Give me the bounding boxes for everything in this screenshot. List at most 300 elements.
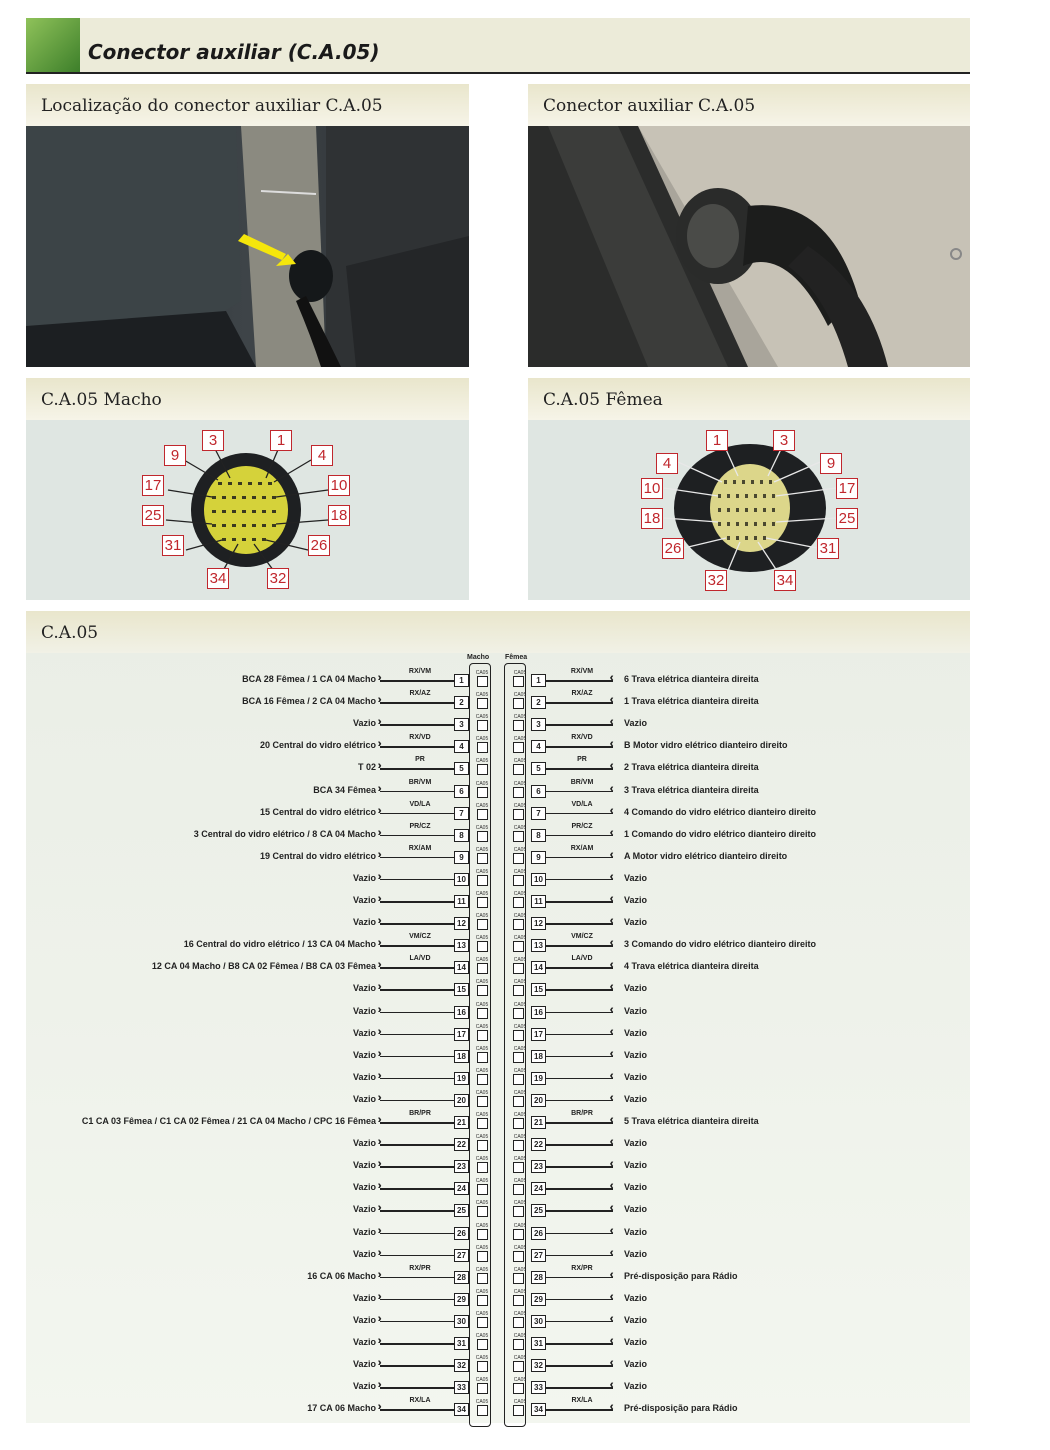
femea-pin-number: 27 (531, 1249, 546, 1262)
femea-terminal-icon (513, 1096, 524, 1107)
femea-terminal-icon (513, 1317, 524, 1328)
wire-line (545, 923, 613, 925)
femea-connector-tag: CA05 (513, 913, 527, 920)
pin-label: 10 (328, 475, 350, 496)
connector-panel-title: Conector auxiliar C.A.05 (543, 96, 756, 116)
femea-column-label: Fêmea (505, 654, 528, 661)
right-destination: 1 Trava elétrica dianteira direita (624, 696, 759, 707)
macho-terminal-icon (477, 1118, 488, 1129)
macho-pin-number: 20 (454, 1094, 469, 1107)
femea-terminal-icon (513, 853, 524, 864)
macho-connector-tag: CA05 (475, 714, 489, 721)
femea-pin-number: 21 (531, 1116, 546, 1129)
wire-line (380, 1321, 456, 1323)
femea-connector-tag: CA05 (513, 736, 527, 743)
macho-pin-number: 6 (454, 785, 469, 798)
femea-connector-tag: CA05 (513, 957, 527, 964)
left-wire-color: VM/CZ (409, 933, 431, 941)
femea-connector-tag: CA05 (513, 670, 527, 676)
pin-label: 18 (328, 505, 350, 526)
right-destination: Vazio (624, 1027, 648, 1038)
femea-pin-number: 5 (531, 762, 546, 775)
table-row (26, 956, 970, 978)
left-wire-color: RX/AM (408, 844, 432, 852)
right-destination: Vazio (624, 1359, 648, 1370)
macho-terminal-icon (477, 831, 488, 842)
wire-line (380, 879, 456, 881)
femea-terminal-icon (513, 1008, 524, 1019)
macho-pin-number: 4 (454, 740, 469, 753)
macho-terminal-icon (477, 1229, 488, 1240)
diagram-title: C.A.05 (41, 623, 99, 643)
left-destination: 19 Central do vidro elétrico (259, 850, 376, 861)
wire-line (380, 702, 456, 704)
right-destination: Vazio (624, 1049, 648, 1060)
left-destination: Vazio (352, 1292, 376, 1303)
wire-line (380, 1210, 456, 1212)
femea-terminal-icon (513, 787, 524, 798)
pin-label: 26 (662, 538, 684, 559)
femea-terminal-icon (513, 1229, 524, 1240)
macho-terminal-icon (477, 1206, 488, 1217)
femea-connector-tag: CA05 (513, 1156, 527, 1163)
wire-line (545, 1166, 613, 1168)
macho-pin-number: 8 (454, 829, 469, 842)
macho-connector-tag: CA05 (475, 780, 489, 787)
femea-terminal-icon (513, 985, 524, 996)
macho-terminal-icon (477, 742, 488, 753)
wire-line (380, 724, 456, 726)
right-destination: A Motor vidro elétrico dianteiro direito (624, 850, 788, 861)
right-destination: 2 Trava elétrica dianteira direita (624, 762, 759, 773)
right-wire-color: RX/AM (570, 844, 594, 852)
right-destination: Vazio (624, 1093, 648, 1104)
table-row (26, 1332, 970, 1354)
right-destination: Vazio (624, 1314, 648, 1325)
femea-terminal-icon (513, 1383, 524, 1394)
macho-connector-tag: CA05 (475, 957, 489, 964)
femea-pin-number: 2 (531, 696, 546, 709)
macho-connector-tag: CA05 (475, 1067, 489, 1074)
femea-pin-number: 23 (531, 1160, 546, 1173)
macho-connector-image (26, 420, 469, 600)
wire-line (545, 1012, 613, 1014)
femea-connector-tag: CA05 (513, 780, 527, 787)
macho-terminal-icon (477, 1140, 488, 1151)
femea-connector-tag: CA05 (513, 1178, 527, 1185)
table-row (26, 1288, 970, 1310)
right-destination: Vazio (624, 1071, 648, 1082)
wire-line (545, 724, 613, 726)
femea-terminal-icon (513, 809, 524, 820)
macho-pin-number: 25 (454, 1204, 469, 1217)
macho-pin-number: 34 (454, 1403, 469, 1416)
right-destination: Vazio (624, 1248, 648, 1259)
right-destination: Vazio (624, 718, 648, 729)
left-destination: C1 CA 03 Fêmea / C1 CA 02 Fêmea / 21 CA 04 Macho / CPC 16 Fêmea (81, 1116, 376, 1126)
femea-terminal-icon (513, 1405, 524, 1416)
right-destination: 6 Trava elétrica dianteira direita (624, 674, 759, 684)
right-destination: Vazio (624, 1138, 648, 1149)
wire-line (380, 1012, 456, 1014)
femea-panel-title: C.A.05 Fêmea (543, 390, 663, 410)
right-destination: Vazio (624, 872, 648, 883)
macho-terminal-icon (477, 809, 488, 820)
left-destination: 15 Central do vidro elétrico (259, 806, 376, 817)
macho-terminal-icon (477, 875, 488, 886)
macho-connector-tag: CA05 (475, 670, 489, 676)
wire-line (380, 923, 456, 925)
wire-line (380, 945, 456, 947)
table-row (26, 735, 970, 757)
table-row (26, 912, 970, 934)
macho-terminal-icon (477, 1273, 488, 1284)
right-wire-color: BR/PR (571, 1110, 593, 1117)
pin-label: 32 (705, 570, 727, 591)
wire-line (380, 1122, 456, 1124)
macho-connector-tag: CA05 (475, 1288, 489, 1295)
wire-line (545, 1321, 613, 1323)
right-destination: 5 Trava elétrica dianteira direita (624, 1116, 759, 1126)
wire-line (545, 1387, 613, 1389)
left-destination: 20 Central do vidro elétrico (259, 740, 376, 751)
macho-terminal-icon (477, 1383, 488, 1394)
femea-connector-tag: CA05 (513, 1001, 527, 1008)
macho-terminal-icon (477, 941, 488, 952)
wire-line (545, 1255, 613, 1257)
pin-label: 26 (308, 535, 330, 556)
macho-connector-tag: CA05 (475, 913, 489, 920)
right-destination: 3 Trava elétrica dianteira direita (624, 784, 759, 795)
femea-terminal-icon (513, 1162, 524, 1173)
macho-terminal-icon (477, 1361, 488, 1372)
femea-connector-tag: CA05 (513, 1222, 527, 1229)
femea-terminal-icon (513, 1052, 524, 1063)
table-row (26, 1177, 970, 1199)
wire-line (380, 1078, 456, 1080)
right-destination: Vazio (624, 1160, 648, 1171)
wire-line (545, 791, 613, 793)
femea-connector-tag: CA05 (513, 1288, 527, 1295)
table-row (26, 1089, 970, 1111)
femea-pin-number: 34 (531, 1403, 546, 1416)
femea-pin-number: 1 (531, 674, 546, 687)
macho-pin-number: 3 (454, 718, 469, 731)
right-destination: Vazio (624, 1337, 648, 1347)
wire-line (380, 1233, 456, 1235)
macho-pin-number: 22 (454, 1138, 469, 1151)
wire-line (545, 1034, 613, 1036)
femea-pin-number: 28 (531, 1271, 546, 1284)
left-destination: Vazio (352, 895, 376, 905)
macho-terminal-icon (477, 853, 488, 864)
left-wire-color: BR/PR (409, 1110, 431, 1117)
macho-terminal-icon (477, 1030, 488, 1041)
macho-connector-tag: CA05 (475, 1178, 489, 1185)
macho-pin-number: 10 (454, 873, 469, 886)
femea-connector-tag: CA05 (513, 1266, 527, 1273)
femea-terminal-icon (513, 1118, 524, 1129)
macho-terminal-icon (477, 698, 488, 709)
table-row (26, 868, 970, 890)
wire-line (380, 1100, 456, 1102)
femea-pin-number: 20 (531, 1094, 546, 1107)
table-row (26, 1111, 970, 1133)
macho-connector-tag: CA05 (475, 1089, 489, 1096)
wire-line (380, 901, 456, 903)
femea-terminal-icon (513, 875, 524, 886)
left-wire-color: BR/VM (408, 778, 432, 786)
wire-line (380, 1299, 456, 1301)
wire-line (380, 746, 456, 748)
wire-line (545, 1343, 613, 1345)
femea-pin-number: 8 (531, 829, 546, 842)
femea-connector-tag: CA05 (513, 1310, 527, 1317)
femea-terminal-icon (513, 1074, 524, 1085)
right-wire-color: VD/LA (571, 800, 593, 808)
femea-connector-tag: CA05 (513, 868, 527, 875)
left-destination: BCA 16 Fêmea / 2 CA 04 Macho (242, 696, 376, 707)
wire-line (545, 1277, 613, 1279)
connector-photo (528, 126, 970, 367)
table-row (26, 1045, 970, 1067)
table-row (26, 978, 970, 1000)
macho-pin-number: 2 (454, 696, 469, 709)
macho-terminal-icon (477, 897, 488, 908)
macho-pin-number: 27 (454, 1249, 469, 1262)
left-destination: Vazio (352, 1248, 376, 1259)
femea-pin-number: 6 (531, 785, 546, 798)
macho-connector-tag: CA05 (475, 1112, 489, 1118)
left-destination: 12 CA 04 Macho / B8 CA 02 Fêmea / B8 CA 03 Fêmea (151, 961, 376, 972)
macho-column-label: Macho (467, 654, 490, 661)
macho-pin-number: 15 (454, 983, 469, 996)
macho-terminal-icon (477, 1162, 488, 1173)
femea-connector-tag: CA05 (513, 979, 527, 986)
wire-line (545, 1078, 613, 1080)
right-wire-color: RX/VD (571, 734, 593, 742)
femea-terminal-icon (513, 831, 524, 842)
macho-connector-tag: CA05 (475, 692, 489, 699)
table-row (26, 1354, 970, 1376)
femea-terminal-icon (513, 1361, 524, 1372)
wire-line (380, 1144, 456, 1146)
pin-label: 4 (656, 453, 678, 474)
macho-pin-number: 11 (454, 895, 469, 908)
wire-line (380, 1056, 456, 1058)
left-destination: 17 CA 06 Macho (307, 1403, 376, 1414)
macho-pin-number: 31 (454, 1337, 469, 1350)
wire-line (380, 1166, 456, 1168)
femea-terminal-icon (513, 1140, 524, 1151)
femea-connector-image (528, 420, 970, 600)
table-row (26, 780, 970, 802)
left-wire-color: RX/PR (409, 1264, 431, 1272)
femea-connector-tag: CA05 (513, 891, 527, 897)
right-wire-color: PR/CZ (571, 822, 593, 830)
femea-pin-number: 13 (531, 939, 546, 952)
table-row (26, 802, 970, 824)
page-header (26, 18, 970, 74)
left-destination: 16 CA 06 Macho (307, 1270, 376, 1281)
femea-terminal-icon (513, 742, 524, 753)
macho-connector-tag: CA05 (475, 736, 489, 743)
table-row (26, 713, 970, 735)
macho-terminal-icon (477, 720, 488, 731)
femea-connector-tag: CA05 (513, 1244, 527, 1251)
femea-connector-tag: CA05 (513, 935, 527, 942)
left-destination: Vazio (352, 1027, 376, 1038)
macho-pin-number: 1 (454, 674, 469, 687)
left-wire-color: PR/CZ (409, 822, 431, 830)
table-row (26, 1199, 970, 1221)
femea-terminal-icon (513, 1184, 524, 1195)
page-title: Conector auxiliar (C.A.05) (88, 40, 380, 64)
femea-connector-tag: CA05 (513, 758, 527, 765)
macho-connector-tag: CA05 (475, 1310, 489, 1317)
femea-pin-number: 18 (531, 1050, 546, 1063)
macho-pin-number: 16 (454, 1006, 469, 1019)
wire-line (380, 835, 456, 837)
femea-pin-number: 9 (531, 851, 546, 864)
macho-connector-tag: CA05 (475, 1200, 489, 1207)
femea-connector-tag: CA05 (513, 824, 527, 831)
femea-pin-number: 16 (531, 1006, 546, 1019)
left-destination: Vazio (352, 1182, 376, 1193)
macho-terminal-icon (477, 919, 488, 930)
macho-panel (26, 378, 469, 600)
right-destination: 4 Trava elétrica dianteira direita (624, 961, 759, 972)
left-wire-color: RX/VM (408, 668, 432, 675)
macho-pin-number: 29 (454, 1293, 469, 1306)
femea-terminal-icon (513, 1295, 524, 1306)
wire-line (380, 768, 456, 770)
wire-line (380, 680, 456, 682)
femea-terminal-icon (513, 1251, 524, 1262)
macho-pin-number: 12 (454, 917, 469, 930)
left-wire-color: PR (415, 756, 425, 764)
macho-connector-tag: CA05 (475, 1023, 489, 1030)
right-destination: Vazio (624, 1005, 648, 1016)
macho-terminal-icon (477, 1295, 488, 1306)
wire-line (545, 768, 613, 770)
macho-terminal-icon (477, 1339, 488, 1350)
left-destination: Vazio (352, 1359, 376, 1370)
left-wire-color: VD/LA (409, 800, 431, 808)
femea-pin-number: 31 (531, 1337, 546, 1350)
macho-connector-tag: CA05 (475, 979, 489, 986)
macho-pin-number: 24 (454, 1182, 469, 1195)
left-destination: Vazio (352, 1093, 376, 1104)
macho-pin-number: 30 (454, 1315, 469, 1328)
table-row (26, 1155, 970, 1177)
pin-label: 10 (641, 478, 663, 499)
macho-panel-title: C.A.05 Macho (41, 390, 162, 410)
macho-connector-tag: CA05 (475, 846, 489, 853)
femea-connector-tag: CA05 (513, 692, 527, 699)
left-destination: Vazio (352, 1049, 376, 1060)
wire-line (380, 857, 456, 859)
femea-connector-tag: CA05 (513, 714, 527, 721)
wire-line (545, 967, 613, 969)
femea-terminal-icon (513, 1206, 524, 1217)
femea-connector-tag: CA05 (513, 1355, 527, 1362)
femea-connector-tag: CA05 (513, 1200, 527, 1207)
right-destination: Vazio (624, 983, 648, 994)
left-wire-color: RX/VD (409, 734, 431, 742)
right-wire-color: VM/CZ (571, 933, 593, 941)
femea-pin-number: 17 (531, 1028, 546, 1041)
femea-pin-number: 19 (531, 1072, 546, 1085)
pin-label: 18 (641, 508, 663, 529)
right-destination: Vazio (624, 1292, 648, 1303)
macho-connector-tag: CA05 (475, 1222, 489, 1229)
femea-connector-tag: CA05 (513, 1089, 527, 1096)
macho-connector-tag: CA05 (475, 1156, 489, 1163)
femea-connector-tag: CA05 (513, 1377, 527, 1384)
right-destination: B Motor vidro elétrico dianteiro direito (624, 740, 788, 751)
location-panel-title: Localização do conector auxiliar C.A.05 (41, 96, 383, 116)
right-destination: 1 Comando do vidro elétrico dianteiro direito (624, 828, 817, 839)
macho-connector-tag: CA05 (475, 891, 489, 897)
pin-label: 31 (162, 535, 184, 556)
table-row (26, 1310, 970, 1332)
macho-connector-tag: CA05 (475, 1266, 489, 1273)
pin-label: 3 (202, 430, 224, 451)
left-destination: Vazio (352, 1204, 376, 1215)
femea-terminal-icon (513, 1273, 524, 1284)
macho-terminal-icon (477, 1096, 488, 1107)
macho-connector-tag: CA05 (475, 1134, 489, 1141)
femea-pin-number: 3 (531, 718, 546, 731)
wire-line (545, 746, 613, 748)
macho-pin-number: 17 (454, 1028, 469, 1041)
femea-terminal-icon (513, 1030, 524, 1041)
right-destination: Pré-disposição para Rádio (624, 1270, 738, 1281)
femea-pin-number: 25 (531, 1204, 546, 1217)
table-row (26, 846, 970, 868)
macho-terminal-icon (477, 1251, 488, 1262)
pin-label: 17 (142, 475, 164, 496)
table-row (26, 1244, 970, 1266)
pin-label: 25 (142, 505, 164, 526)
macho-connector-tag: CA05 (475, 1001, 489, 1008)
wire-line (380, 791, 456, 793)
femea-terminal-icon (513, 1339, 524, 1350)
left-destination: Vazio (352, 983, 376, 994)
femea-terminal-icon (513, 698, 524, 709)
femea-pin-number: 33 (531, 1381, 546, 1394)
pin-label: 32 (267, 568, 289, 589)
wire-line (380, 813, 456, 815)
femea-pin-number: 15 (531, 983, 546, 996)
table-row (26, 890, 970, 912)
femea-connector-tag: CA05 (513, 846, 527, 853)
left-destination: Vazio (352, 872, 376, 883)
left-destination: Vazio (352, 1337, 376, 1347)
table-row (26, 1376, 970, 1398)
macho-connector-tag: CA05 (475, 1399, 489, 1406)
left-wire-color: LA/VD (409, 955, 431, 963)
macho-terminal-icon (477, 1405, 488, 1416)
femea-terminal-icon (513, 941, 524, 952)
table-row (26, 757, 970, 779)
wire-line (380, 1188, 456, 1190)
left-destination: BCA 28 Fêmea / 1 CA 04 Macho (242, 674, 376, 684)
table-row (26, 1067, 970, 1089)
femea-pin-number: 29 (531, 1293, 546, 1306)
femea-connector-tag: CA05 (513, 1134, 527, 1141)
